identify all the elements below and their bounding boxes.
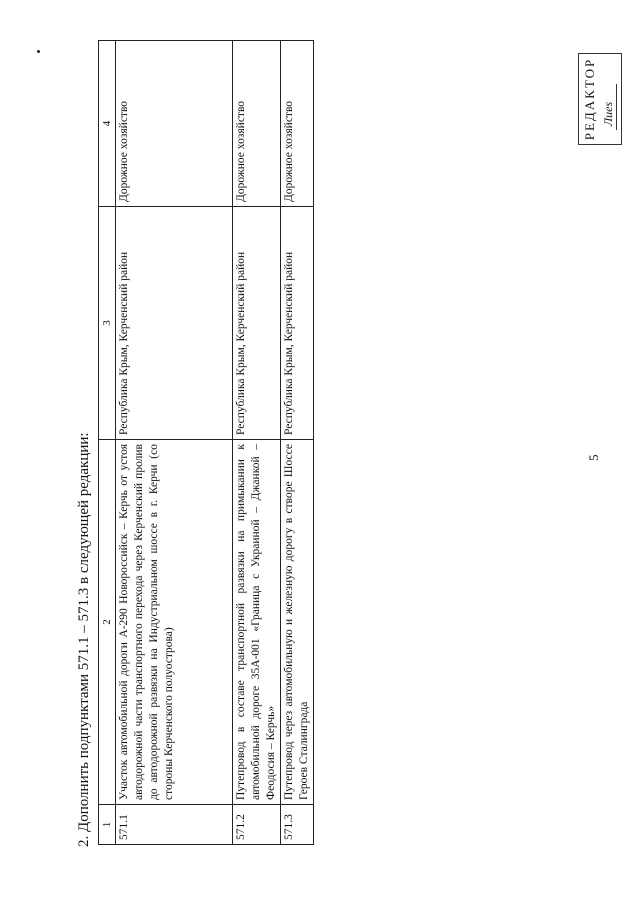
item-owner: Дорожное хозяйство — [281, 41, 314, 207]
column-header: 2 — [99, 440, 116, 805]
column-header: 1 — [99, 805, 116, 845]
item-description: Участок автомобильной дороги А-290 Новороссийск – Керчь от устоя автодорожной части транспортного перехода через Керченский пролив до автодорожной развязки на Индустриальном шоссе в г. Керчи (со стороны Керченского полуострова) — [116, 440, 233, 805]
column-header: 3 — [99, 207, 116, 440]
editor-stamp — [578, 53, 622, 145]
table-row — [116, 41, 233, 845]
item-description: Путепровод через автомобильную и железную дорогу в створе Шоссе Героев Сталинграда — [281, 440, 314, 805]
item-number: 571.2 — [233, 805, 281, 845]
page-number: 5 — [586, 454, 601, 461]
amendment-intro: 2. Дополнить подпунктами 571.1 – 571.3 в следующей редакции: — [76, 432, 92, 847]
stamp-title: РЕДАКТОР — [582, 57, 597, 141]
handwritten-signature: Лиеs — [601, 84, 617, 130]
item-owner: Дорожное хозяйство — [233, 41, 281, 207]
column-header: 4 — [99, 41, 116, 207]
item-number: 571.1 — [116, 805, 233, 845]
table-header-row — [99, 41, 116, 845]
item-number: 571.3 — [281, 805, 314, 845]
item-owner: Дорожное хозяйство — [116, 41, 233, 207]
table-row — [233, 41, 281, 845]
ink-dot — [37, 50, 40, 53]
amendment-table — [98, 40, 314, 845]
item-description: Путепровод в составе транспортной развязки на примыкании к автомобильной дороге 35А-001 «Граница с Украиной – Джанкой – Феодосия – Керчь» — [233, 440, 281, 805]
table-row — [281, 41, 314, 845]
item-region: Республика Крым, Керченский район — [233, 207, 281, 440]
item-region: Республика Крым, Керченский район — [281, 207, 314, 440]
item-region: Республика Крым, Керченский район — [116, 207, 233, 440]
